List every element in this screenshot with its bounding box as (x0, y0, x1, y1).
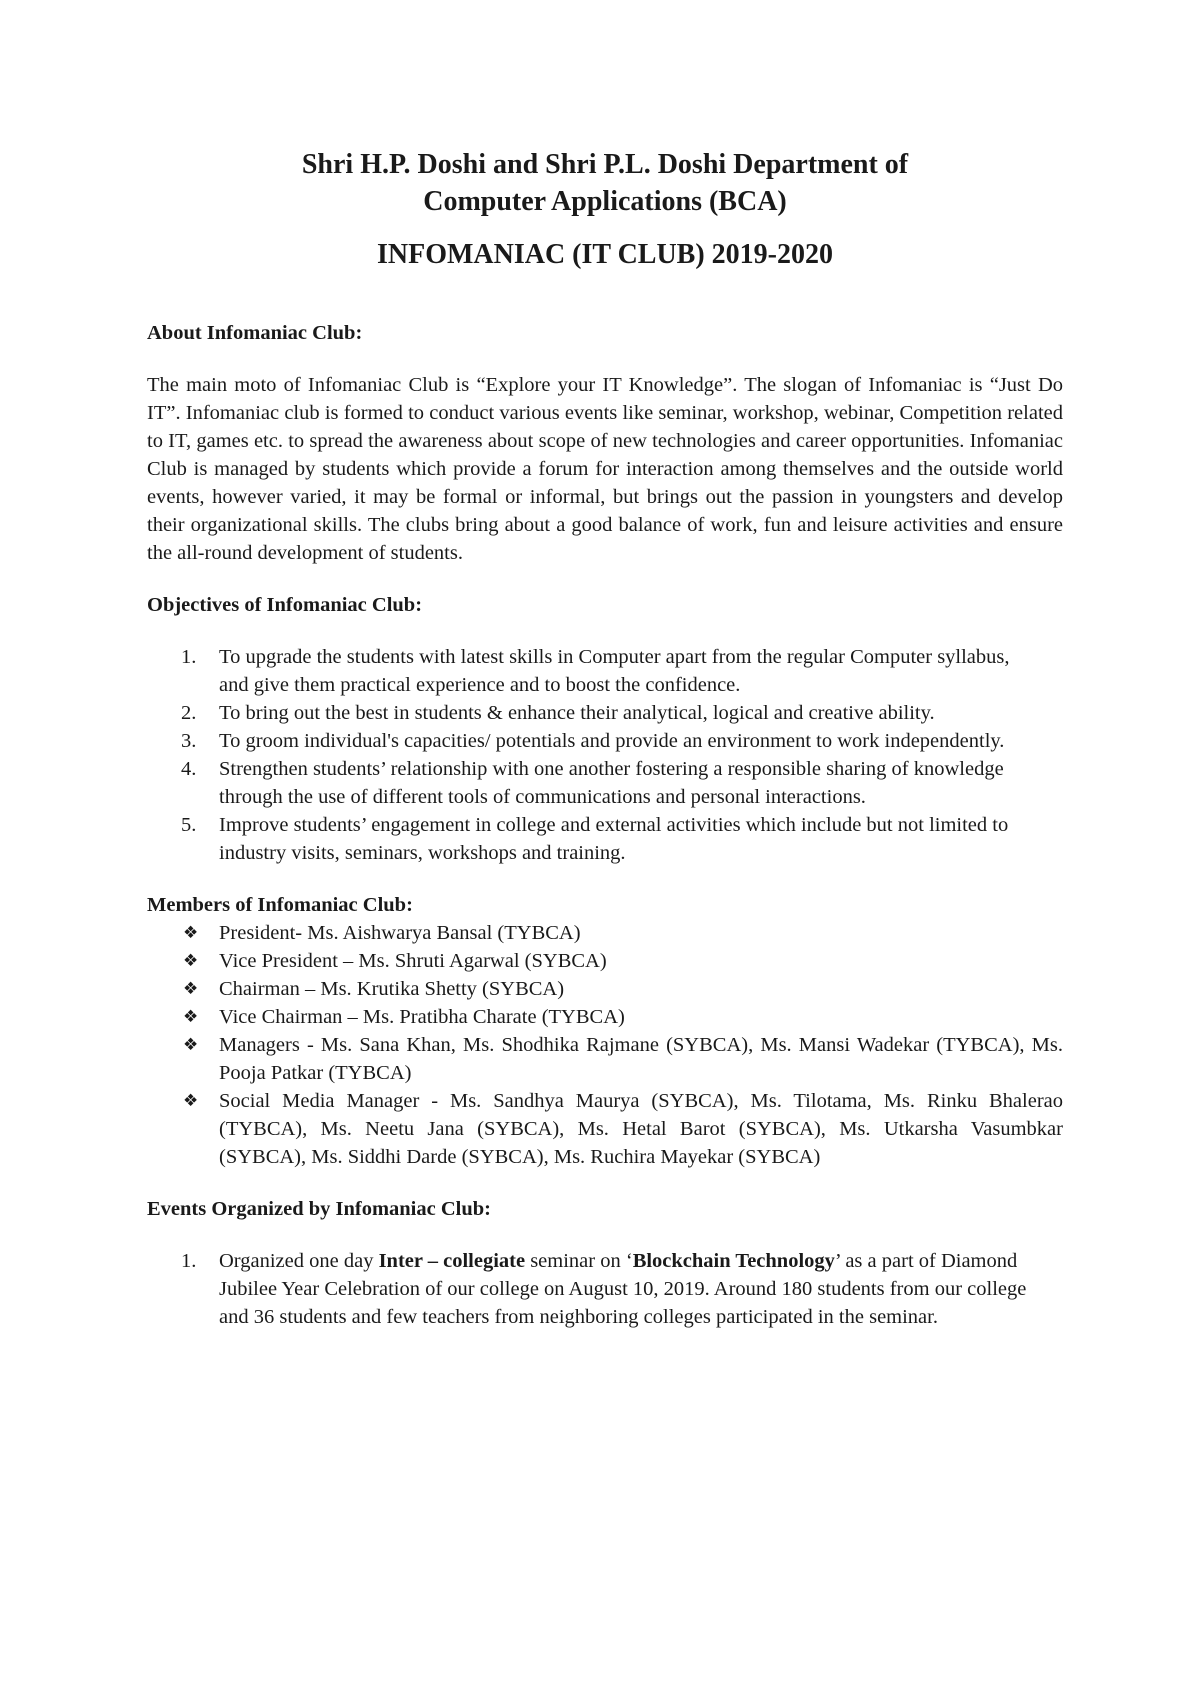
objective-number: 1. (181, 646, 197, 668)
diamond-bullet-icon: ❖ (183, 951, 199, 971)
objective-number: 5. (181, 814, 197, 836)
event-text-part: seminar on ‘ (525, 1250, 633, 1272)
event-text-bold: Inter – collegiate (378, 1250, 526, 1272)
objective-item (147, 755, 1063, 811)
objective-text: To groom individual's capacities/ potentials and provide an environment to work independently. (219, 730, 1005, 752)
event-number: 1. (181, 1250, 197, 1272)
diamond-bullet-icon: ❖ (183, 1035, 199, 1055)
objective-number: 4. (181, 758, 197, 780)
members-heading: Members of Infomaniac Club: (147, 894, 413, 916)
objective-item (147, 643, 1063, 699)
member-item (147, 1031, 1063, 1087)
diamond-bullet-icon: ❖ (183, 1091, 199, 1111)
members-list (147, 919, 1063, 1171)
member-text: Vice President – Ms. Shruti Agarwal (SYBCA) (219, 950, 607, 972)
member-item (147, 1087, 1063, 1171)
objective-item (147, 699, 1063, 727)
objective-text: To bring out the best in students & enhance their analytical, logical and creative ability. (219, 702, 935, 724)
diamond-bullet-icon: ❖ (183, 923, 199, 943)
member-item (147, 947, 1063, 975)
department-title-line-2: Computer Applications (BCA) (423, 186, 787, 217)
event-text (219, 1247, 1029, 1331)
events-list (147, 1247, 1063, 1331)
member-item (147, 975, 1063, 1003)
diamond-bullet-icon: ❖ (183, 979, 199, 999)
event-item (147, 1247, 1063, 1331)
member-text: Social Media Manager - Ms. Sandhya Maurya (SYBCA), Ms. Tilotama, Ms. Rinku Bhalerao (TYBCA), Ms. Neetu Jana (SYBCA), Ms. Hetal Barot (SYBCA), Ms. Utkarsha Vasumbkar (SYBCA), Ms. Siddhi Darde (SYBCA), Ms. Ruchira Mayekar (SYBCA) (219, 1090, 1063, 1168)
about-paragraph: The main moto of Infomaniac Club is “Explore your IT Knowledge”. The slogan of Infomaniac is “Just Do IT”. Infomaniac club is formed to conduct various events like seminar, workshop, webinar, Competition related to IT, games etc. to spread the awareness about scope of new technologies and career opportunities. Infomaniac Club is managed by students which provide a forum for interaction among themselves and the outside world events, however varied, it may be formal or informal, but brings out the passion in youngsters and develop their organizational skills. The clubs bring about a good balance of work, fun and leisure activities and ensure the all-round development of students. (147, 374, 1063, 564)
member-text: Vice Chairman – Ms. Pratibha Charate (TYBCA) (219, 1006, 625, 1028)
objective-number: 3. (181, 730, 197, 752)
club-title: INFOMANIAC (IT CLUB) 2019-2020 (376, 239, 834, 270)
objective-text: Strengthen students’ relationship with one another fostering a responsible sharing of knowledge through the use of different tools of communications and personal interactions. (219, 758, 1004, 808)
department-title-line-1: Shri H.P. Doshi and Shri P.L. Doshi Department of (301, 149, 909, 180)
member-text: President- Ms. Aishwarya Bansal (TYBCA) (219, 922, 581, 944)
objectives-list (147, 643, 1063, 867)
event-text-part: ’ as a part of Diamond Jubilee Year Celebration of our college on August 10, 2019. Around 180 students from our college and 36 students and few teachers from neighboring colleges participated in the seminar. (219, 1250, 1027, 1328)
objective-text: To upgrade the students with latest skills in Computer apart from the regular Computer syllabus, and give them practical experience and to boost the confidence. (219, 646, 1010, 696)
objective-text: Improve students’ engagement in college and external activities which include but not limited to industry visits, seminars, workshops and training. (219, 814, 1009, 864)
objectives-heading: Objectives of Infomaniac Club: (147, 594, 423, 616)
objective-number: 2. (181, 702, 197, 724)
objective-item (147, 727, 1063, 755)
member-text: Chairman – Ms. Krutika Shetty (SYBCA) (219, 978, 565, 1000)
event-text-part: Organized one day (219, 1250, 379, 1272)
member-item (147, 919, 1063, 947)
department-title (147, 146, 1063, 220)
member-item (147, 1003, 1063, 1031)
about-heading: About Infomaniac Club: (147, 322, 363, 344)
objective-item (147, 811, 1063, 867)
event-text-bold: Blockchain Technology (632, 1250, 835, 1272)
diamond-bullet-icon: ❖ (183, 1007, 199, 1027)
events-heading: Events Organized by Infomaniac Club: (147, 1198, 491, 1220)
member-text: Managers - Ms. Sana Khan, Ms. Shodhika Rajmane (SYBCA), Ms. Mansi Wadekar (TYBCA), Ms. Pooja Patkar (TYBCA) (219, 1034, 1063, 1084)
document-content (147, 146, 1063, 1331)
